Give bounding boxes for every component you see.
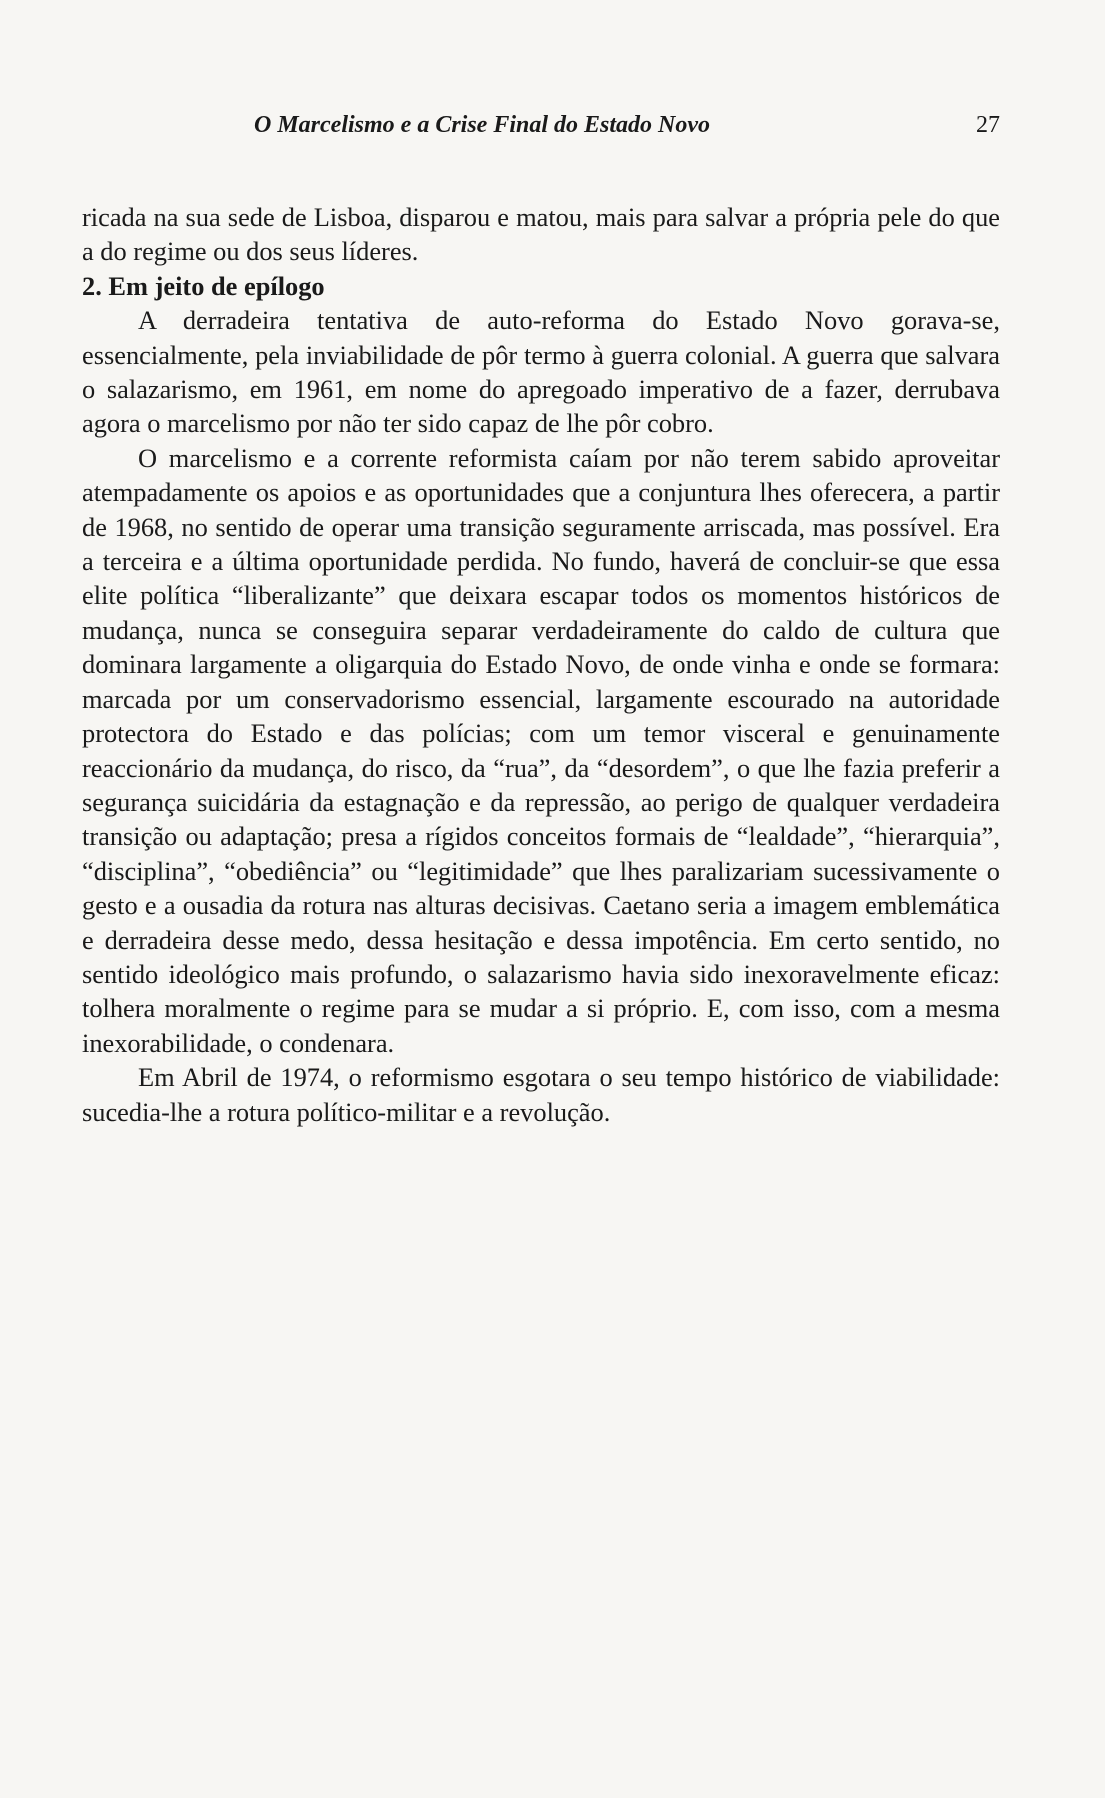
paragraph-abril-1974: Em Abril de 1974, o reformismo esgotara o seu tempo histórico de viabilidade: sucedia-lhe a rotura político-militar e a revolução. — [82, 1062, 1000, 1127]
page-number: 27 — [976, 112, 1000, 138]
running-title: O Marcelismo e a Crise Final do Estado Novo — [254, 112, 711, 138]
section-heading: 2. Em jeito de epílogo — [82, 270, 325, 301]
paragraph-continuation: ricada na sua sede de Lisboa, disparou e matou, mais para salvar a própria pele do que a do regime ou dos seus líderes. — [82, 202, 1000, 267]
paragraph-guerra-colonial: A derradeira tentativa de auto-reforma do Estado Novo gorava-se, essencialmente, pela inviabilidade de pôr termo à guerra colonial. A guerra que salvara o salazarismo, em 1961, em nome do apregoado imperativo de a fazer, derrubava agora o marcelismo por não ter sido capaz de lhe pôr cobro. — [82, 305, 1000, 439]
body-text — [82, 200, 1000, 1129]
paragraph-corrente-reformista: O marcelismo e a corrente reformista caíam por não terem sabido aproveitar atempadamente os apoios e as oportunidades que a conjuntura lhes oferecera, a partir de 1968, no sentido de operar uma transição seguramente arriscada, mas possível. Era a terceira e a última oportunidade perdida. No fundo, haverá de concluir-se que essa elite política “liberalizante” que deixara escapar todos os momentos históricos de mudança, nunca se conseguira separar verdadeiramente do caldo de cultura que dominara largamente a oligarquia do Estado Novo, de onde vinha e onde se formara: marcada por um conservadorismo essencial, largamente escourado na autoridade protectora do Estado e das polícias; com um temor visceral e genuinamente reaccionário da mudança, do risco, da “rua”, da “desordem”, o que lhe fazia preferir a segurança suicidária da estagnação e da repressão, ao perigo de qualquer verdadeira transição ou adaptação; presa a rígidos conceitos formais de “lealdade”, “hierarquia”, “disciplina”, “obediência” ou “legitimidade” que lhes paralizariam sucessivamente o gesto e a ousadia da rotura nas alturas decisivas. Caetano seria a imagem emblemática e derradeira desse medo, dessa hesitação e dessa impotência. Em certo sentido, no sentido ideológico mais profundo, o salazarismo havia sido inexoravelmente eficaz: tolhera moralmente o regime para se mudar a si próprio. E, com isso, com a mesma inexorabilidade, o condenara. — [82, 442, 1000, 1058]
running-header — [82, 112, 1000, 148]
